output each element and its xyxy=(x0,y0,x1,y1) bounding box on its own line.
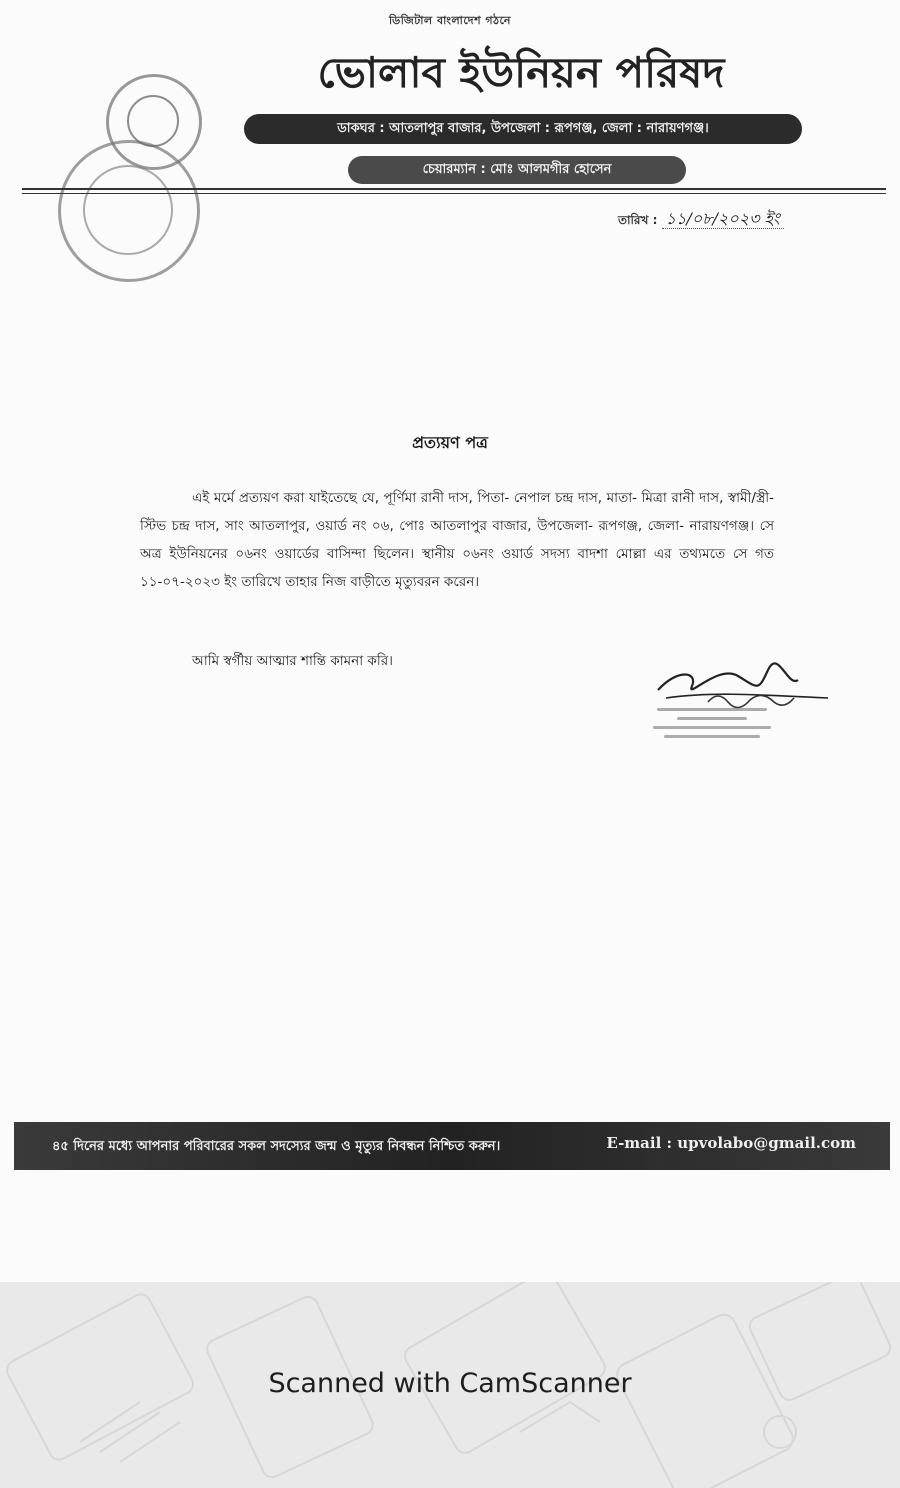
letter-closing: আমি স্বর্গীয় আত্মার শান্তি কামনা করি। xyxy=(192,653,393,669)
header-divider-thin xyxy=(22,193,886,194)
footer-email: E-mail : upvolabo@gmail.com xyxy=(606,1134,856,1152)
signature-block xyxy=(648,658,844,758)
letter-heading: প্রত্যয়ণ পত্র xyxy=(412,433,488,452)
header-divider xyxy=(22,188,886,190)
address-banner: ডাকঘর : আতলাপুর বাজার, উপজেলা : রূপগঞ্জ, জেলা : নারায়ণগঞ্জ। xyxy=(244,114,802,144)
signature-seal-lines xyxy=(648,702,776,744)
date-value: ১১/০৮/২০২৩ ইং xyxy=(662,209,784,229)
union-council-title: ভোলাব ইউনিয়ন পরিষদ xyxy=(317,48,725,97)
footer-notice: ৪৫ দিনের মধ্যে আপনার পরিবারের সকল সদস্যের জন্ম ও মৃত্যুর নিবন্ধন নিশ্চিত করুন। xyxy=(52,1139,501,1154)
letter-body: এই মর্মে প্রত্যয়ণ করা যাইতেছে যে, পূর্ণিমা রানী দাস, পিতা- নেপাল চন্দ্র দাস, মাতা- মিত্রা রানী দাস, স্বামী/স্ত্রী- স্টিভ চন্দ্র দাস, সাং আতলাপুর, ওয়ার্ড নং ০৬, পোঃ আতলাপুর বাজার, উপজেলা- রূপগঞ্জ, জেলা- নারায়ণগঞ্জ। সে অত্র ইউনিয়নের ০৬নং ওয়ার্ডের বাসিন্দা ছিলেন। স্থানীয় ০৬নং ওয়ার্ড সদস্য বাদশা মোল্লা এর তথ্যমতে সে গত ১১-০৭-২০২৩ ইং তারিখে তাহার নিজ বাড়ীতে মৃত্যুবরন করেন। xyxy=(140,490,774,590)
date-line xyxy=(618,206,784,233)
date-label: তারিখ : xyxy=(618,213,658,227)
header-tagline: ডিজিটাল বাংলাদেশ গঠনে xyxy=(389,14,511,27)
chairman-banner: চেয়ারম্যান : মোঃ আলমগীর হোসেন xyxy=(348,156,686,184)
camscanner-watermark: Scanned with CamScanner xyxy=(268,1368,632,1399)
union-logo-icon xyxy=(106,74,202,170)
footer-banner xyxy=(14,1122,890,1170)
